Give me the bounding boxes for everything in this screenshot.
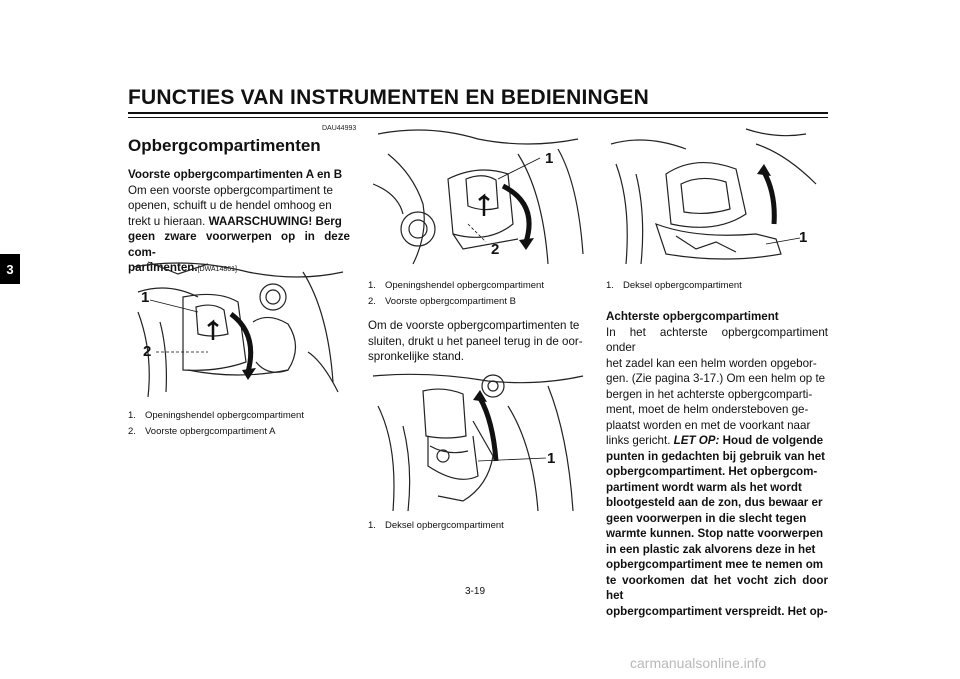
caption-text: Openingshendel opbergcompartiment (145, 410, 304, 421)
page-number: 3-19 (465, 586, 486, 597)
figure-captions-a (128, 408, 304, 440)
text-line: plaatst worden en met de voorkant naar (606, 418, 811, 432)
figure-captions-b (368, 278, 544, 310)
notice-label: LET OP: (673, 434, 720, 447)
caption-num: 1. (606, 280, 614, 291)
notice-text: warmte kunnen. Stop natte voorwerpen (606, 527, 824, 540)
notice-text: blootgesteld aan de zon, dus bewaar er (606, 496, 823, 509)
text-line: sluiten, drukt u het paneel terug in de oor- (368, 334, 583, 348)
watermark: carmanualsonline.info (630, 655, 767, 671)
figure-label: 1 (141, 289, 150, 306)
caption-text: Deksel opbergcompartiment (623, 280, 742, 291)
subheading-rear: Achterste opbergcompartiment (606, 310, 779, 323)
section-heading: Opbergcompartimenten (128, 136, 321, 155)
figure-captions-c (368, 518, 504, 534)
doc-code: DAU44993 (322, 125, 357, 132)
figure-front-compartment-b (368, 124, 590, 274)
warning-ref: [DWA14861] (197, 266, 238, 273)
text-line: In het achterste opbergcompartiment onder (606, 325, 828, 354)
text-line: Om een voorste opbergcompartiment te (128, 183, 333, 197)
figure-front-compartment-a (128, 252, 350, 402)
page-header-title: FUNCTIES VAN INSTRUMENTEN EN BEDIENINGEN (128, 86, 649, 109)
notice-text: punten in gedachten bij gebruik van het (606, 449, 826, 463)
figure-label: 2 (491, 241, 500, 258)
header-rule (128, 112, 828, 114)
notice-text: in een plastic zak alvorens deze in het (606, 542, 816, 556)
text-line: ment, moet de helm ondersteboven ge- (606, 403, 809, 416)
figure-rear-compartment (606, 124, 828, 274)
warning-text: geen zware voorwerpen op in deze com- (128, 230, 350, 259)
header-rule-thin (128, 117, 828, 118)
caption-num: 1. (368, 520, 376, 531)
text-line: het zadel kan een helm worden opgebor- (606, 356, 817, 370)
text-line: Om de voorste opbergcompartimenten te (368, 319, 580, 332)
figure-front-lid-open (368, 366, 590, 516)
notice-text: Houd de volgende (719, 434, 824, 447)
caption-num: 1. (368, 280, 376, 291)
notice-text: geen voorwerpen in die slecht tegen (606, 511, 807, 525)
text-line: gen. (Zie pagina 3-17.) Om een helm op te (606, 372, 826, 385)
warning-text: WAARSCHUWING! Berg (208, 214, 342, 228)
text-span: links gericht. (606, 434, 674, 447)
caption-num: 1. (128, 410, 136, 421)
figure-label: 1 (799, 229, 808, 246)
figure-label: 1 (545, 150, 554, 167)
notice-text: te voorkomen dat het vocht zich door het (606, 573, 828, 602)
caption-num: 2. (128, 426, 136, 437)
subheading-front: Voorste opbergcompartimenten A en B (128, 168, 343, 181)
caption-text: Voorste opbergcompartiment A (145, 426, 276, 437)
text-span: trekt u hieraan. (128, 214, 209, 228)
text-line: openen, schuift u de hendel omhoog en (128, 199, 332, 212)
notice-text: opbergcompartiment verspreidt. Het op- (606, 604, 828, 618)
caption-text: Voorste opbergcompartiment B (385, 296, 516, 307)
notice-text: opbergcompartiment mee te nemen om (606, 558, 824, 571)
notice-text: opbergcompartiment. Het opbergcom- (606, 465, 818, 478)
caption-num: 2. (368, 296, 376, 307)
figure-label: 1 (547, 450, 556, 467)
text-line: bergen in het achterste opbergcomparti- (606, 387, 813, 401)
warning-text: partimenten. (128, 261, 198, 274)
caption-text: Deksel opbergcompartiment (385, 520, 504, 531)
col2-paragraph (368, 318, 590, 365)
text-line: spronkelijke stand. (368, 350, 465, 363)
figure-label: 2 (143, 343, 152, 360)
figure-captions-d (606, 278, 742, 294)
notice-text: partiment wordt warm als het wordt (606, 480, 802, 494)
caption-text: Openingshendel opbergcompartiment (385, 280, 544, 291)
col3-paragraph (606, 309, 828, 619)
chapter-tab[interactable]: 3 (0, 254, 20, 284)
